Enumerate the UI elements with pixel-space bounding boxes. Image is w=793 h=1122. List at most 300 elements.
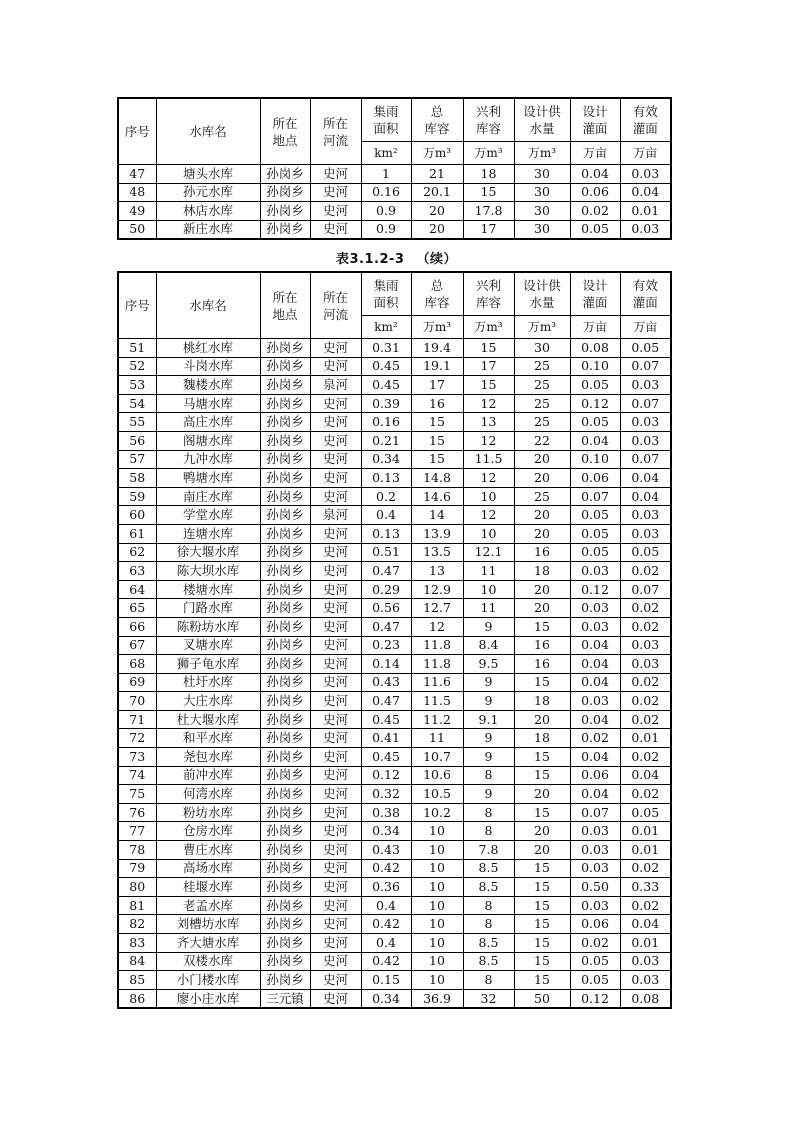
table-row [118, 357, 671, 376]
cell-design-irrigation: 0.03 [570, 896, 620, 915]
cell-effective-irrigation: 0.02 [620, 562, 671, 581]
cell-name: 陈粉坊水库 [156, 617, 260, 636]
cell-name: 林店水库 [156, 202, 260, 221]
cell-effective-irrigation: 0.08 [620, 989, 671, 1008]
cell-design-irrigation: 0.06 [570, 183, 620, 202]
cell-place: 孙岗乡 [260, 202, 310, 221]
cell-supply: 30 [514, 202, 570, 221]
cell-catchment: 0.43 [361, 673, 411, 692]
reservoir-table-part2 [117, 271, 672, 1009]
cell-name: 杜圩水库 [156, 673, 260, 692]
cell-name: 高场水库 [156, 859, 260, 878]
cell-effective-irrigation: 0.07 [620, 580, 671, 599]
cell-no: 57 [118, 450, 156, 469]
table-row [118, 655, 671, 674]
cell-effective-irrigation: 0.05 [620, 339, 671, 358]
table-row [118, 692, 671, 711]
cell-catchment: 0.34 [361, 822, 411, 841]
cell-name: 门路水库 [156, 599, 260, 618]
unit-usable-capacity: 万m³ [463, 316, 514, 339]
cell-place: 孙岗乡 [260, 357, 310, 376]
cell-river: 史河 [310, 822, 361, 841]
cell-usable-capacity: 17 [463, 220, 514, 239]
cell-name: 阁塘水库 [156, 431, 260, 450]
cell-catchment: 0.14 [361, 655, 411, 674]
cell-place: 孙岗乡 [260, 431, 310, 450]
cell-total-capacity: 13.9 [411, 524, 463, 543]
cell-place: 孙岗乡 [260, 524, 310, 543]
cell-total-capacity: 17 [411, 376, 463, 395]
cell-river: 史河 [310, 952, 361, 971]
header-total-capacity: 总 库容 [411, 272, 463, 316]
unit-catchment: km² [361, 316, 411, 339]
header-usable-capacity: 兴利 库容 [463, 272, 514, 316]
cell-total-capacity: 13.5 [411, 543, 463, 562]
cell-supply: 15 [514, 617, 570, 636]
table-row [118, 469, 671, 488]
cell-catchment: 0.16 [361, 183, 411, 202]
cell-usable-capacity: 11.5 [463, 450, 514, 469]
cell-total-capacity: 11 [411, 729, 463, 748]
table-row [118, 989, 671, 1008]
cell-total-capacity: 12.7 [411, 599, 463, 618]
cell-no: 86 [118, 989, 156, 1008]
cell-place: 孙岗乡 [260, 580, 310, 599]
cell-place: 孙岗乡 [260, 803, 310, 822]
cell-name: 廖小庄水库 [156, 989, 260, 1008]
cell-design-irrigation: 0.12 [570, 989, 620, 1008]
cell-total-capacity: 12.9 [411, 580, 463, 599]
cell-place: 孙岗乡 [260, 450, 310, 469]
cell-no: 63 [118, 562, 156, 581]
cell-river: 史河 [310, 357, 361, 376]
table-row [118, 673, 671, 692]
cell-design-irrigation: 0.05 [570, 376, 620, 395]
cell-effective-irrigation: 0.01 [620, 729, 671, 748]
cell-design-irrigation: 0.05 [570, 413, 620, 432]
cell-design-irrigation: 0.02 [570, 729, 620, 748]
cell-design-irrigation: 0.07 [570, 803, 620, 822]
cell-place: 孙岗乡 [260, 785, 310, 804]
cell-effective-irrigation: 0.04 [620, 766, 671, 785]
header-no: 序号 [118, 98, 156, 165]
cell-place: 孙岗乡 [260, 878, 310, 897]
header-no: 序号 [118, 272, 156, 339]
unit-supply: 万m³ [514, 142, 570, 165]
cell-no: 65 [118, 599, 156, 618]
table-row [118, 202, 671, 221]
cell-supply: 30 [514, 183, 570, 202]
cell-supply: 15 [514, 748, 570, 767]
cell-usable-capacity: 11 [463, 562, 514, 581]
table-row [118, 220, 671, 239]
cell-supply: 15 [514, 952, 570, 971]
cell-usable-capacity: 8 [463, 971, 514, 990]
cell-catchment: 0.31 [361, 339, 411, 358]
cell-effective-irrigation: 0.01 [620, 822, 671, 841]
cell-design-irrigation: 0.05 [570, 524, 620, 543]
cell-place: 孙岗乡 [260, 766, 310, 785]
header-river: 所在 河流 [310, 272, 361, 339]
cell-name: 鸭塘水库 [156, 469, 260, 488]
cell-effective-irrigation: 0.02 [620, 599, 671, 618]
cell-supply: 15 [514, 915, 570, 934]
cell-design-irrigation: 0.04 [570, 785, 620, 804]
cell-total-capacity: 11.8 [411, 636, 463, 655]
cell-design-irrigation: 0.04 [570, 165, 620, 184]
cell-design-irrigation: 0.05 [570, 952, 620, 971]
header-name: 水库名 [156, 272, 260, 339]
cell-usable-capacity: 10 [463, 524, 514, 543]
cell-total-capacity: 10.5 [411, 785, 463, 804]
cell-catchment: 0.32 [361, 785, 411, 804]
cell-supply: 18 [514, 692, 570, 711]
cell-effective-irrigation: 0.07 [620, 357, 671, 376]
cell-design-irrigation: 0.03 [570, 841, 620, 860]
cell-catchment: 0.43 [361, 841, 411, 860]
cell-usable-capacity: 11 [463, 599, 514, 618]
cell-name: 和平水库 [156, 729, 260, 748]
cell-name: 狮子龟水库 [156, 655, 260, 674]
reservoir-table-part1 [117, 97, 672, 240]
cell-no: 79 [118, 859, 156, 878]
cell-usable-capacity: 32 [463, 989, 514, 1008]
header-catchment: 集雨 面积 [361, 98, 411, 142]
cell-design-irrigation: 0.12 [570, 394, 620, 413]
cell-total-capacity: 10.2 [411, 803, 463, 822]
cell-effective-irrigation: 0.07 [620, 450, 671, 469]
cell-design-irrigation: 0.10 [570, 450, 620, 469]
cell-total-capacity: 14.8 [411, 469, 463, 488]
cell-effective-irrigation: 0.03 [620, 220, 671, 239]
caption-title: 表3.1.2-3 [336, 252, 405, 267]
cell-no: 77 [118, 822, 156, 841]
cell-no: 60 [118, 506, 156, 525]
table-row [118, 450, 671, 469]
cell-place: 孙岗乡 [260, 469, 310, 488]
cell-no: 47 [118, 165, 156, 184]
cell-river: 史河 [310, 413, 361, 432]
cell-effective-irrigation: 0.03 [620, 431, 671, 450]
cell-total-capacity: 16 [411, 394, 463, 413]
cell-effective-irrigation: 0.03 [620, 971, 671, 990]
cell-effective-irrigation: 0.04 [620, 915, 671, 934]
cell-supply: 20 [514, 450, 570, 469]
cell-place: 孙岗乡 [260, 952, 310, 971]
cell-river: 史河 [310, 220, 361, 239]
unit-effective-irrigation: 万亩 [620, 142, 671, 165]
cell-usable-capacity: 8.4 [463, 636, 514, 655]
cell-usable-capacity: 12 [463, 431, 514, 450]
cell-catchment: 0.42 [361, 915, 411, 934]
cell-effective-irrigation: 0.03 [620, 524, 671, 543]
cell-supply: 20 [514, 506, 570, 525]
cell-catchment: 0.13 [361, 524, 411, 543]
cell-design-irrigation: 0.03 [570, 822, 620, 841]
cell-river: 泉河 [310, 376, 361, 395]
cell-design-irrigation: 0.04 [570, 748, 620, 767]
cell-supply: 25 [514, 376, 570, 395]
cell-supply: 20 [514, 841, 570, 860]
cell-usable-capacity: 8.5 [463, 934, 514, 953]
cell-effective-irrigation: 0.03 [620, 165, 671, 184]
cell-no: 74 [118, 766, 156, 785]
table-row [118, 339, 671, 358]
cell-design-irrigation: 0.05 [570, 506, 620, 525]
unit-effective-irrigation: 万亩 [620, 316, 671, 339]
cell-usable-capacity: 15 [463, 376, 514, 395]
cell-design-irrigation: 0.03 [570, 859, 620, 878]
cell-place: 孙岗乡 [260, 915, 310, 934]
cell-supply: 20 [514, 822, 570, 841]
cell-supply: 30 [514, 165, 570, 184]
unit-design-irrigation: 万亩 [570, 142, 620, 165]
header-design-irrigation: 设计 灌面 [570, 272, 620, 316]
cell-effective-irrigation: 0.03 [620, 376, 671, 395]
cell-no: 71 [118, 710, 156, 729]
cell-river: 史河 [310, 915, 361, 934]
cell-design-irrigation: 0.12 [570, 580, 620, 599]
cell-no: 58 [118, 469, 156, 488]
cell-catchment: 0.34 [361, 450, 411, 469]
cell-usable-capacity: 9 [463, 673, 514, 692]
cell-usable-capacity: 8 [463, 822, 514, 841]
cell-effective-irrigation: 0.03 [620, 952, 671, 971]
cell-name: 南庄水库 [156, 487, 260, 506]
cell-total-capacity: 10.6 [411, 766, 463, 785]
header-catchment: 集雨 面积 [361, 272, 411, 316]
cell-total-capacity: 10.7 [411, 748, 463, 767]
cell-usable-capacity: 8.5 [463, 952, 514, 971]
cell-name: 大庄水库 [156, 692, 260, 711]
cell-catchment: 0.38 [361, 803, 411, 822]
cell-usable-capacity: 15 [463, 339, 514, 358]
cell-effective-irrigation: 0.03 [620, 655, 671, 674]
cell-river: 史河 [310, 617, 361, 636]
cell-place: 孙岗乡 [260, 394, 310, 413]
cell-supply: 25 [514, 413, 570, 432]
cell-river: 史河 [310, 841, 361, 860]
cell-name: 高庄水库 [156, 413, 260, 432]
cell-place: 孙岗乡 [260, 841, 310, 860]
cell-supply: 20 [514, 710, 570, 729]
cell-name: 新庄水库 [156, 220, 260, 239]
cell-name: 楼塘水库 [156, 580, 260, 599]
cell-design-irrigation: 0.50 [570, 878, 620, 897]
cell-effective-irrigation: 0.01 [620, 202, 671, 221]
table-row [118, 487, 671, 506]
cell-catchment: 0.45 [361, 376, 411, 395]
cell-usable-capacity: 9 [463, 729, 514, 748]
cell-effective-irrigation: 0.05 [620, 543, 671, 562]
table-row [118, 580, 671, 599]
cell-catchment: 0.51 [361, 543, 411, 562]
cell-effective-irrigation: 0.03 [620, 413, 671, 432]
cell-effective-irrigation: 0.02 [620, 710, 671, 729]
cell-effective-irrigation: 0.33 [620, 878, 671, 897]
unit-usable-capacity: 万m³ [463, 142, 514, 165]
cell-river: 史河 [310, 710, 361, 729]
cell-usable-capacity: 10 [463, 580, 514, 599]
cell-name: 陈大坝水库 [156, 562, 260, 581]
cell-name: 学堂水库 [156, 506, 260, 525]
header-place: 所在 地点 [260, 98, 310, 165]
cell-usable-capacity: 18 [463, 165, 514, 184]
cell-name: 魏楼水库 [156, 376, 260, 395]
cell-supply: 15 [514, 859, 570, 878]
table-row [118, 934, 671, 953]
cell-total-capacity: 19.4 [411, 339, 463, 358]
cell-total-capacity: 20 [411, 220, 463, 239]
header-effective-irrigation: 有效 灌面 [620, 272, 671, 316]
cell-catchment: 0.47 [361, 617, 411, 636]
cell-design-irrigation: 0.05 [570, 971, 620, 990]
cell-supply: 22 [514, 431, 570, 450]
cell-effective-irrigation: 0.02 [620, 673, 671, 692]
cell-design-irrigation: 0.04 [570, 710, 620, 729]
cell-supply: 18 [514, 729, 570, 748]
cell-design-irrigation: 0.04 [570, 673, 620, 692]
cell-effective-irrigation: 0.01 [620, 841, 671, 860]
cell-name: 双楼水库 [156, 952, 260, 971]
cell-total-capacity: 10 [411, 822, 463, 841]
cell-no: 84 [118, 952, 156, 971]
header-place: 所在 地点 [260, 272, 310, 339]
cell-catchment: 0.47 [361, 692, 411, 711]
table-row [118, 729, 671, 748]
cell-usable-capacity: 8 [463, 766, 514, 785]
cell-effective-irrigation: 0.02 [620, 859, 671, 878]
cell-total-capacity: 10 [411, 859, 463, 878]
cell-no: 56 [118, 431, 156, 450]
cell-no: 69 [118, 673, 156, 692]
cell-place: 孙岗乡 [260, 562, 310, 581]
cell-no: 75 [118, 785, 156, 804]
cell-total-capacity: 10 [411, 896, 463, 915]
cell-river: 史河 [310, 524, 361, 543]
cell-effective-irrigation: 0.04 [620, 487, 671, 506]
cell-place: 孙岗乡 [260, 673, 310, 692]
cell-usable-capacity: 12 [463, 506, 514, 525]
cell-name: 桂堰水库 [156, 878, 260, 897]
table-row [118, 413, 671, 432]
cell-design-irrigation: 0.10 [570, 357, 620, 376]
table-row [118, 506, 671, 525]
table-row [118, 524, 671, 543]
cell-supply: 16 [514, 636, 570, 655]
cell-usable-capacity: 9.1 [463, 710, 514, 729]
cell-place: 孙岗乡 [260, 896, 310, 915]
cell-usable-capacity: 10 [463, 487, 514, 506]
cell-effective-irrigation: 0.07 [620, 394, 671, 413]
cell-design-irrigation: 0.06 [570, 915, 620, 934]
cell-river: 史河 [310, 896, 361, 915]
cell-design-irrigation: 0.06 [570, 469, 620, 488]
cell-usable-capacity: 8 [463, 803, 514, 822]
cell-no: 80 [118, 878, 156, 897]
cell-usable-capacity: 9 [463, 785, 514, 804]
unit-supply: 万m³ [514, 316, 570, 339]
table-row [118, 636, 671, 655]
header-supply: 设计供 水量 [514, 272, 570, 316]
cell-river: 史河 [310, 971, 361, 990]
cell-place: 孙岗乡 [260, 376, 310, 395]
cell-usable-capacity: 8 [463, 915, 514, 934]
table-row [118, 896, 671, 915]
cell-catchment: 0.45 [361, 357, 411, 376]
cell-usable-capacity: 9 [463, 692, 514, 711]
table-row [118, 971, 671, 990]
cell-effective-irrigation: 0.04 [620, 469, 671, 488]
cell-catchment: 0.4 [361, 934, 411, 953]
header-effective-irrigation: 有效 灌面 [620, 98, 671, 142]
cell-river: 史河 [310, 766, 361, 785]
table-row [118, 841, 671, 860]
cell-name: 斗岗水库 [156, 357, 260, 376]
cell-total-capacity: 36.9 [411, 989, 463, 1008]
cell-place: 孙岗乡 [260, 220, 310, 239]
cell-total-capacity: 19.1 [411, 357, 463, 376]
unit-catchment: km² [361, 142, 411, 165]
cell-place: 孙岗乡 [260, 859, 310, 878]
cell-usable-capacity: 15 [463, 183, 514, 202]
cell-river: 史河 [310, 859, 361, 878]
cell-design-irrigation: 0.03 [570, 692, 620, 711]
cell-total-capacity: 15 [411, 431, 463, 450]
cell-name: 仓房水库 [156, 822, 260, 841]
cell-effective-irrigation: 0.03 [620, 636, 671, 655]
cell-place: 孙岗乡 [260, 617, 310, 636]
cell-place: 孙岗乡 [260, 729, 310, 748]
cell-usable-capacity: 12 [463, 394, 514, 413]
cell-river: 史河 [310, 487, 361, 506]
cell-design-irrigation: 0.07 [570, 487, 620, 506]
cell-supply: 20 [514, 580, 570, 599]
cell-no: 53 [118, 376, 156, 395]
cell-no: 85 [118, 971, 156, 990]
table-row [118, 748, 671, 767]
table-row [118, 165, 671, 184]
cell-no: 55 [118, 413, 156, 432]
cell-name: 曹庄水库 [156, 841, 260, 860]
cell-supply: 30 [514, 339, 570, 358]
cell-usable-capacity: 8.5 [463, 878, 514, 897]
cell-name: 尧包水库 [156, 748, 260, 767]
cell-river: 史河 [310, 431, 361, 450]
header-usable-capacity: 兴利 库容 [463, 98, 514, 142]
cell-no: 82 [118, 915, 156, 934]
cell-usable-capacity: 17.8 [463, 202, 514, 221]
cell-catchment: 0.39 [361, 394, 411, 413]
cell-river: 泉河 [310, 506, 361, 525]
cell-catchment: 1 [361, 165, 411, 184]
cell-name: 九冲水库 [156, 450, 260, 469]
cell-supply: 25 [514, 487, 570, 506]
cell-supply: 18 [514, 562, 570, 581]
cell-no: 59 [118, 487, 156, 506]
cell-no: 61 [118, 524, 156, 543]
cell-no: 73 [118, 748, 156, 767]
cell-supply: 20 [514, 469, 570, 488]
cell-total-capacity: 11.2 [411, 710, 463, 729]
cell-usable-capacity: 9 [463, 617, 514, 636]
cell-river: 史河 [310, 469, 361, 488]
cell-place: 孙岗乡 [260, 543, 310, 562]
cell-supply: 15 [514, 896, 570, 915]
table-row [118, 599, 671, 618]
cell-catchment: 0.42 [361, 952, 411, 971]
cell-river: 史河 [310, 339, 361, 358]
